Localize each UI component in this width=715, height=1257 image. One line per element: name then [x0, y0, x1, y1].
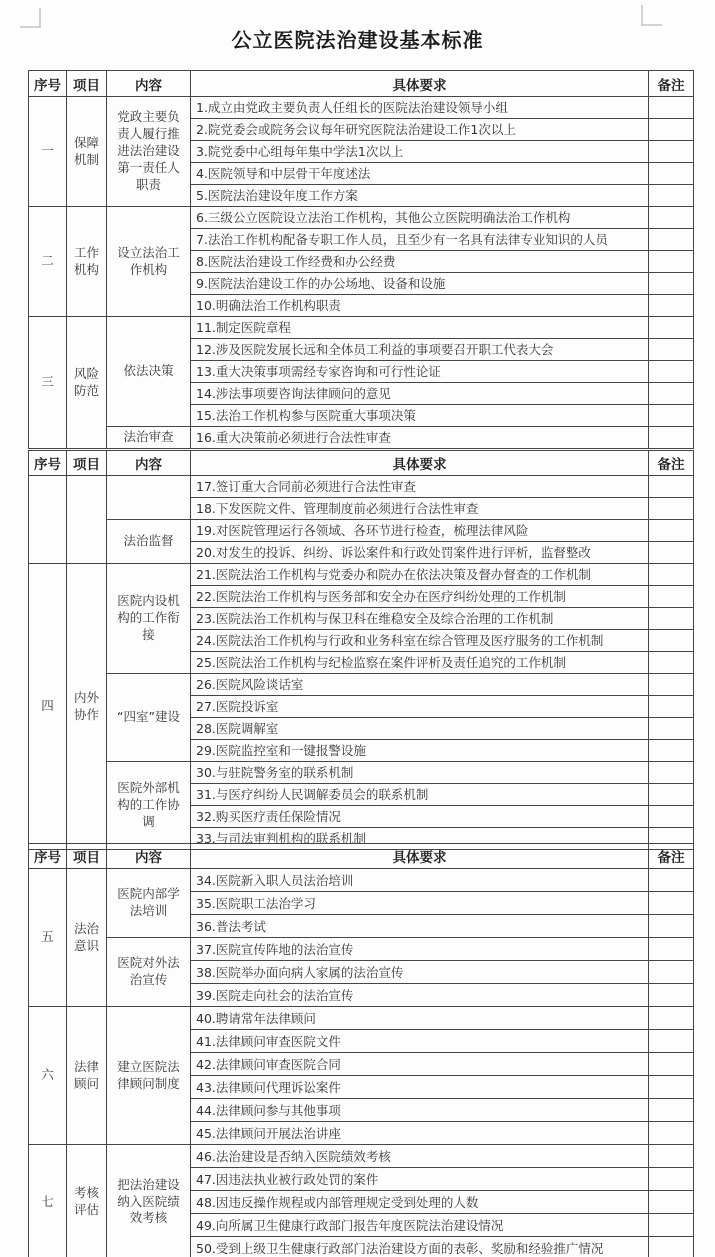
section-index-cell: 一 — [29, 97, 67, 207]
requirement-cell: 38.医院举办面向病人家属的法治宣传 — [191, 961, 649, 984]
col-header-content: 内容 — [107, 451, 191, 476]
requirement-cell: 25.医院法治工作机构与纪检监察在案件评析及责任追究的工作机制 — [191, 652, 649, 674]
requirement-cell: 17.签订重大合同前必须进行合法性审查 — [191, 476, 649, 498]
requirement-cell: 14.涉法事项要咨询法律顾问的意见 — [191, 383, 649, 405]
requirement-cell: 35.医院职工法治学习 — [191, 892, 649, 915]
requirement-cell: 32.购买医疗责任保险情况 — [191, 806, 649, 828]
col-header-remark: 备注 — [649, 71, 694, 97]
remark-cell — [649, 229, 694, 251]
remark-cell — [649, 984, 694, 1007]
requirement-cell: 43.法律顾问代理诉讼案件 — [191, 1076, 649, 1099]
requirement-cell: 4.医院领导和中层骨干年度述法 — [191, 163, 649, 185]
col-header-remark: 备注 — [649, 844, 694, 869]
requirement-cell: 39.医院走向社会的法治宣传 — [191, 984, 649, 1007]
page-corner-mark-right — [641, 5, 662, 26]
requirement-cell: 16.重大决策前必须进行合法性审查 — [191, 427, 649, 449]
requirement-cell: 41.法律顾问审查医院文件 — [191, 1030, 649, 1053]
requirement-cell: 24.医院法治工作机构与行政和业务科室在综合管理及医疗服务的工作机制 — [191, 630, 649, 652]
remark-cell — [649, 542, 694, 564]
remark-cell — [649, 185, 694, 207]
remark-cell — [649, 97, 694, 119]
section-index-cell: 五 — [29, 869, 67, 1007]
col-header-project: 项目 — [67, 451, 107, 476]
col-header-content: 内容 — [107, 844, 191, 869]
content-cell: “四室”建设 — [107, 674, 191, 762]
col-header-requirement: 具体要求 — [191, 844, 649, 869]
requirement-cell: 6.三级公立医院设立法治工作机构，其他公立医院明确法治工作机构 — [191, 207, 649, 229]
requirement-cell: 31.与医疗纠纷人民调解委员会的联系机制 — [191, 784, 649, 806]
remark-cell — [649, 608, 694, 630]
remark-cell — [649, 1191, 694, 1214]
remark-cell — [649, 251, 694, 273]
remark-cell — [649, 520, 694, 542]
remark-cell — [649, 961, 694, 984]
content-cell: 把法治建设纳入医院绩效考核 — [107, 1145, 191, 1257]
remark-cell — [649, 498, 694, 520]
remark-cell — [649, 740, 694, 762]
blank-index-cell — [29, 476, 67, 564]
requirement-cell: 42.法律顾问审查医院合同 — [191, 1053, 649, 1076]
remark-cell — [649, 696, 694, 718]
remark-cell — [649, 405, 694, 427]
remark-cell — [649, 806, 694, 828]
project-cell: 法治意识 — [67, 869, 107, 1007]
col-header-index: 序号 — [29, 844, 67, 869]
section-index-cell: 四 — [29, 564, 67, 850]
requirement-cell: 28.医院调解室 — [191, 718, 649, 740]
standards-table-2 — [28, 450, 694, 850]
requirement-cell: 30.与驻院警务室的联系机制 — [191, 762, 649, 784]
col-header-requirement: 具体要求 — [191, 451, 649, 476]
remark-cell — [649, 652, 694, 674]
requirement-cell: 12.涉及医院发展长远和全体员工利益的事项要召开职工代表大会 — [191, 339, 649, 361]
remark-cell — [649, 339, 694, 361]
content-cell: 法治监督 — [107, 520, 191, 564]
requirement-cell: 2.院党委会或院务会议每年研究医院法治建设工作1次以上 — [191, 119, 649, 141]
project-cell: 保障机制 — [67, 97, 107, 207]
content-cell: 医院对外法治宣传 — [107, 938, 191, 1007]
remark-cell — [649, 476, 694, 498]
remark-cell — [649, 1122, 694, 1145]
requirement-cell: 50.受到上级卫生健康行政部门法治建设方面的表彰、奖励和经验推广情况 — [191, 1237, 649, 1257]
requirement-cell: 13.重大决策事项需经专家咨询和可行性论证 — [191, 361, 649, 383]
requirement-cell: 49.向所属卫生健康行政部门报告年度医院法治建设情况 — [191, 1214, 649, 1237]
content-cell: 医院内设机构的工作衔接 — [107, 564, 191, 674]
requirement-cell: 44.法律顾问参与其他事项 — [191, 1099, 649, 1122]
col-header-index: 序号 — [29, 451, 67, 476]
content-cell: 法治审查 — [107, 427, 191, 449]
remark-cell — [649, 1237, 694, 1257]
remark-cell — [649, 892, 694, 915]
remark-cell — [649, 762, 694, 784]
requirement-cell: 37.医院宣传阵地的法治宣传 — [191, 938, 649, 961]
blank-content-cell — [107, 476, 191, 520]
standards-table-3 — [28, 843, 694, 1257]
remark-cell — [649, 427, 694, 449]
content-cell: 依法决策 — [107, 317, 191, 427]
requirement-cell: 8.医院法治建设工作经费和办公经费 — [191, 251, 649, 273]
requirement-cell: 45.法律顾问开展法治讲座 — [191, 1122, 649, 1145]
col-header-index: 序号 — [29, 71, 67, 97]
remark-cell — [649, 317, 694, 339]
requirement-cell: 18.下发医院文件、管理制度前必须进行合法性审查 — [191, 498, 649, 520]
requirement-cell: 47.因违法执业被行政处罚的案件 — [191, 1168, 649, 1191]
requirement-cell: 21.医院法治工作机构与党委办和院办在依法决策及督办督查的工作机制 — [191, 564, 649, 586]
remark-cell — [649, 1168, 694, 1191]
content-cell: 建立医院法律顾问制度 — [107, 1007, 191, 1145]
project-cell: 法律顾问 — [67, 1007, 107, 1145]
requirement-cell: 15.法治工作机构参与医院重大事项决策 — [191, 405, 649, 427]
project-cell: 内外协作 — [67, 564, 107, 850]
page-title: 公立医院法治建设基本标准 — [231, 28, 484, 52]
requirement-cell: 34.医院新入职人员法治培训 — [191, 869, 649, 892]
requirement-cell: 7.法治工作机构配备专职工作人员，且至少有一名具有法律专业知识的人员 — [191, 229, 649, 251]
remark-cell — [649, 938, 694, 961]
requirement-cell: 36.普法考试 — [191, 915, 649, 938]
remark-cell — [649, 1076, 694, 1099]
remark-cell — [649, 207, 694, 229]
section-index-cell: 七 — [29, 1145, 67, 1257]
col-header-project: 项目 — [67, 71, 107, 97]
remark-cell — [649, 1099, 694, 1122]
remark-cell — [649, 141, 694, 163]
remark-cell — [649, 718, 694, 740]
requirement-cell: 29.医院监控室和一键报警设施 — [191, 740, 649, 762]
remark-cell — [649, 586, 694, 608]
remark-cell — [649, 163, 694, 185]
remark-cell — [649, 1145, 694, 1168]
requirement-cell: 27.医院投诉室 — [191, 696, 649, 718]
requirement-cell: 19.对医院管理运行各领域、各环节进行检查，梳理法律风险 — [191, 520, 649, 542]
requirement-cell: 48.因违反操作规程或内部管理规定受到处理的人数 — [191, 1191, 649, 1214]
col-header-project: 项目 — [67, 844, 107, 869]
remark-cell — [649, 1007, 694, 1030]
remark-cell — [649, 784, 694, 806]
content-cell: 医院内部学法培训 — [107, 869, 191, 938]
section-index-cell: 六 — [29, 1007, 67, 1145]
requirement-cell: 22.医院法治工作机构与医务部和安全办在医疗纠纷处理的工作机制 — [191, 586, 649, 608]
requirement-cell: 5.医院法治建设年度工作方案 — [191, 185, 649, 207]
remark-cell — [649, 361, 694, 383]
requirement-cell: 33.与司法审判机构的联系机制 — [191, 828, 649, 850]
remark-cell — [649, 383, 694, 405]
remark-cell — [649, 295, 694, 317]
requirement-cell: 3.院党委中心组每年集中学法1次以上 — [191, 141, 649, 163]
requirement-cell: 23.医院法治工作机构与保卫科在维稳安全及综合治理的工作机制 — [191, 608, 649, 630]
project-cell: 考核评估 — [67, 1145, 107, 1257]
section-index-cell: 二 — [29, 207, 67, 317]
content-cell: 医院外部机构的工作协调 — [107, 762, 191, 850]
blank-project-cell — [67, 476, 107, 564]
col-header-requirement: 具体要求 — [191, 71, 649, 97]
requirement-cell: 26.医院风险谈话室 — [191, 674, 649, 696]
col-header-remark: 备注 — [649, 451, 694, 476]
remark-cell — [649, 564, 694, 586]
standards-table-1 — [28, 70, 694, 449]
requirement-cell: 1.成立由党政主要负责人任组长的医院法治建设领导小组 — [191, 97, 649, 119]
section-index-cell: 三 — [29, 317, 67, 449]
remark-cell — [649, 119, 694, 141]
content-cell: 党政主要负责人履行推进法治建设第一责任人职责 — [107, 97, 191, 207]
requirement-cell: 40.聘请常年法律顾问 — [191, 1007, 649, 1030]
remark-cell — [649, 273, 694, 295]
remark-cell — [649, 1030, 694, 1053]
project-cell: 风险防范 — [67, 317, 107, 449]
project-cell: 工作机构 — [67, 207, 107, 317]
remark-cell — [649, 630, 694, 652]
requirement-cell: 46.法治建设是否纳入医院绩效考核 — [191, 1145, 649, 1168]
remark-cell — [649, 674, 694, 696]
requirement-cell: 11.制定医院章程 — [191, 317, 649, 339]
remark-cell — [649, 869, 694, 892]
requirement-cell: 10.明确法治工作机构职责 — [191, 295, 649, 317]
remark-cell — [649, 1053, 694, 1076]
requirement-cell: 20.对发生的投诉、纠纷、诉讼案件和行政处罚案件进行评析，监督整改 — [191, 542, 649, 564]
remark-cell — [649, 1214, 694, 1237]
requirement-cell: 9.医院法治建设工作的办公场地、设备和设施 — [191, 273, 649, 295]
content-cell: 设立法治工作机构 — [107, 207, 191, 317]
remark-cell — [649, 915, 694, 938]
col-header-content: 内容 — [107, 71, 191, 97]
